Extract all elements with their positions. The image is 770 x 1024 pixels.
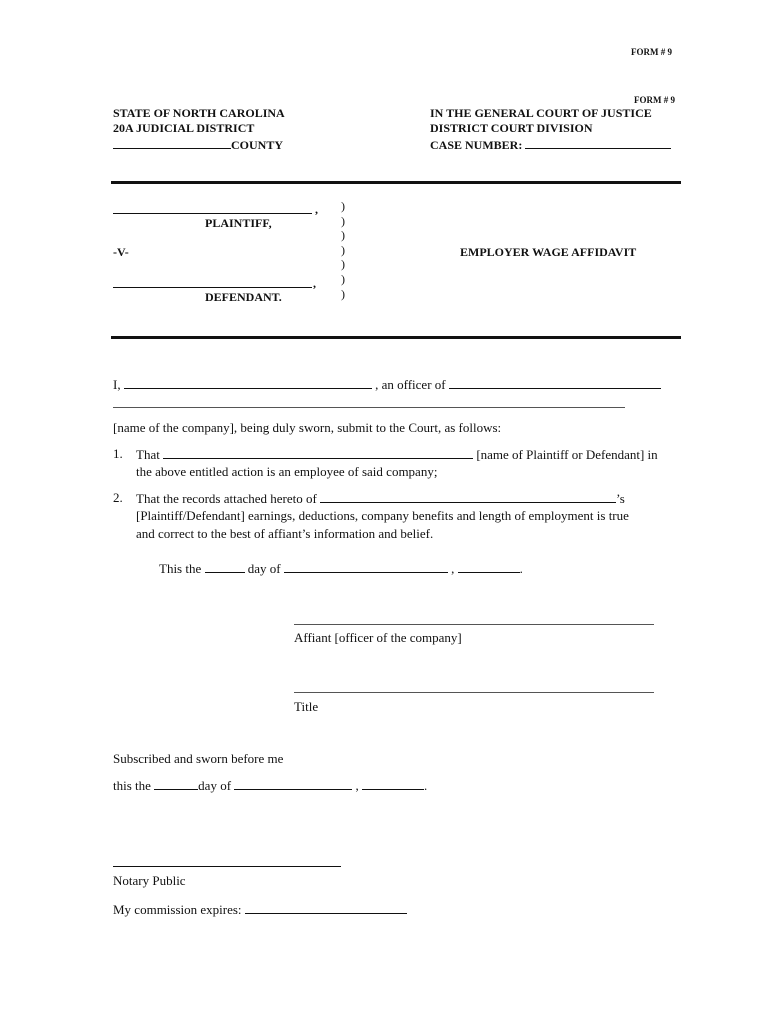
- intro-prefix: I,: [113, 377, 121, 392]
- notary-day-of: day of: [198, 778, 232, 793]
- form-number-second: FORM # 9: [634, 95, 675, 105]
- versus-label: -V-: [113, 245, 129, 259]
- defendant-name-blank[interactable]: [113, 287, 312, 288]
- commission-label: My commission expires:: [113, 902, 242, 917]
- county-blank[interactable]: [113, 136, 231, 149]
- intro-middle: , an officer of: [375, 377, 446, 392]
- item1-suffix: [name of Plaintiff or Defendant] in: [476, 447, 658, 462]
- item2-line2: [Plaintiff/Defendant] earnings, deductions, company benefits and length of employment is true: [136, 508, 629, 523]
- title-label: Title: [294, 699, 319, 714]
- caption-paren: ): [341, 272, 345, 286]
- company-name-blank[interactable]: [449, 376, 661, 389]
- date-year-blank[interactable]: [458, 560, 520, 573]
- employee-name-blank[interactable]: [163, 446, 473, 459]
- company-name-continuation-blank[interactable]: [113, 407, 625, 408]
- plaintiff-name-blank[interactable]: [113, 213, 312, 214]
- top-divider: [111, 181, 681, 184]
- notary-signature-line[interactable]: [113, 866, 341, 867]
- county-heading: [113, 136, 283, 153]
- subscribed-line: Subscribed and sworn before me: [113, 751, 284, 766]
- date-month-blank[interactable]: [284, 560, 448, 573]
- date-day-blank[interactable]: [205, 560, 245, 573]
- item2-suffix: ’s: [616, 491, 625, 506]
- plaintiff-comma: ,: [315, 202, 318, 216]
- commission-line: [113, 901, 407, 918]
- notary-comma: ,: [355, 778, 359, 793]
- title-signature-line[interactable]: [294, 692, 654, 693]
- notary-this-the: this the: [113, 778, 151, 793]
- case-number-label: CASE NUMBER:: [430, 138, 523, 152]
- bottom-divider: [111, 336, 681, 339]
- item2-number: 2.: [113, 490, 123, 505]
- caption-paren: ): [341, 257, 345, 272]
- date-line: [159, 560, 523, 577]
- affiant-label: Affiant [officer of the company]: [294, 630, 462, 645]
- intro-line: [113, 376, 661, 393]
- district-heading: 20A JUDICIAL DISTRICT: [113, 121, 255, 135]
- affiant-signature-line[interactable]: [294, 624, 654, 625]
- notary-public-label: Notary Public: [113, 873, 186, 888]
- caption-paren: ): [341, 286, 345, 301]
- item1-number: 1.: [113, 446, 123, 461]
- caption-paren: ): [341, 199, 345, 213]
- caption-paren: ): [341, 228, 345, 243]
- item2-line3: and correct to the best of affiant’s information and belief.: [136, 526, 434, 541]
- item2-prefix: That the records attached hereto of: [136, 491, 317, 506]
- court-heading: IN THE GENERAL COURT OF JUSTICE: [430, 106, 652, 120]
- notary-date-line: [113, 777, 427, 794]
- division-heading: DISTRICT COURT DIVISION: [430, 121, 593, 135]
- defendant-comma: ,: [313, 276, 316, 290]
- county-label: COUNTY: [231, 138, 284, 152]
- document-title: EMPLOYER WAGE AFFIDAVIT: [460, 245, 637, 259]
- case-number-blank[interactable]: [525, 136, 671, 149]
- case-number-heading: [430, 136, 671, 153]
- notary-month-blank[interactable]: [234, 777, 352, 790]
- item1-line2: the above entitled action is an employee of said company;: [136, 464, 438, 479]
- date-day-of: day of: [247, 561, 281, 576]
- officer-name-blank[interactable]: [124, 376, 372, 389]
- commission-expiry-blank[interactable]: [245, 901, 407, 914]
- caption-paren: ): [341, 242, 345, 257]
- caption-paren: ): [341, 213, 345, 228]
- item1-prefix: That: [136, 447, 160, 462]
- item2-line1: [136, 490, 625, 507]
- notary-day-blank[interactable]: [154, 777, 198, 790]
- date-prefix: This the: [159, 561, 202, 576]
- date-period: .: [519, 561, 523, 576]
- state-heading: STATE OF NORTH CAROLINA: [113, 106, 285, 120]
- item1-line1: [136, 446, 658, 463]
- intro-continued: [name of the company], being duly sworn, submit to the Court, as follows:: [113, 420, 502, 435]
- plaintiff-label: PLAINTIFF,: [205, 216, 272, 230]
- records-party-blank[interactable]: [320, 490, 616, 503]
- date-comma: ,: [451, 561, 455, 576]
- form-number-top: FORM # 9: [631, 47, 672, 57]
- notary-year-blank[interactable]: [362, 777, 424, 790]
- notary-period: .: [424, 778, 428, 793]
- defendant-label: DEFENDANT.: [205, 290, 282, 304]
